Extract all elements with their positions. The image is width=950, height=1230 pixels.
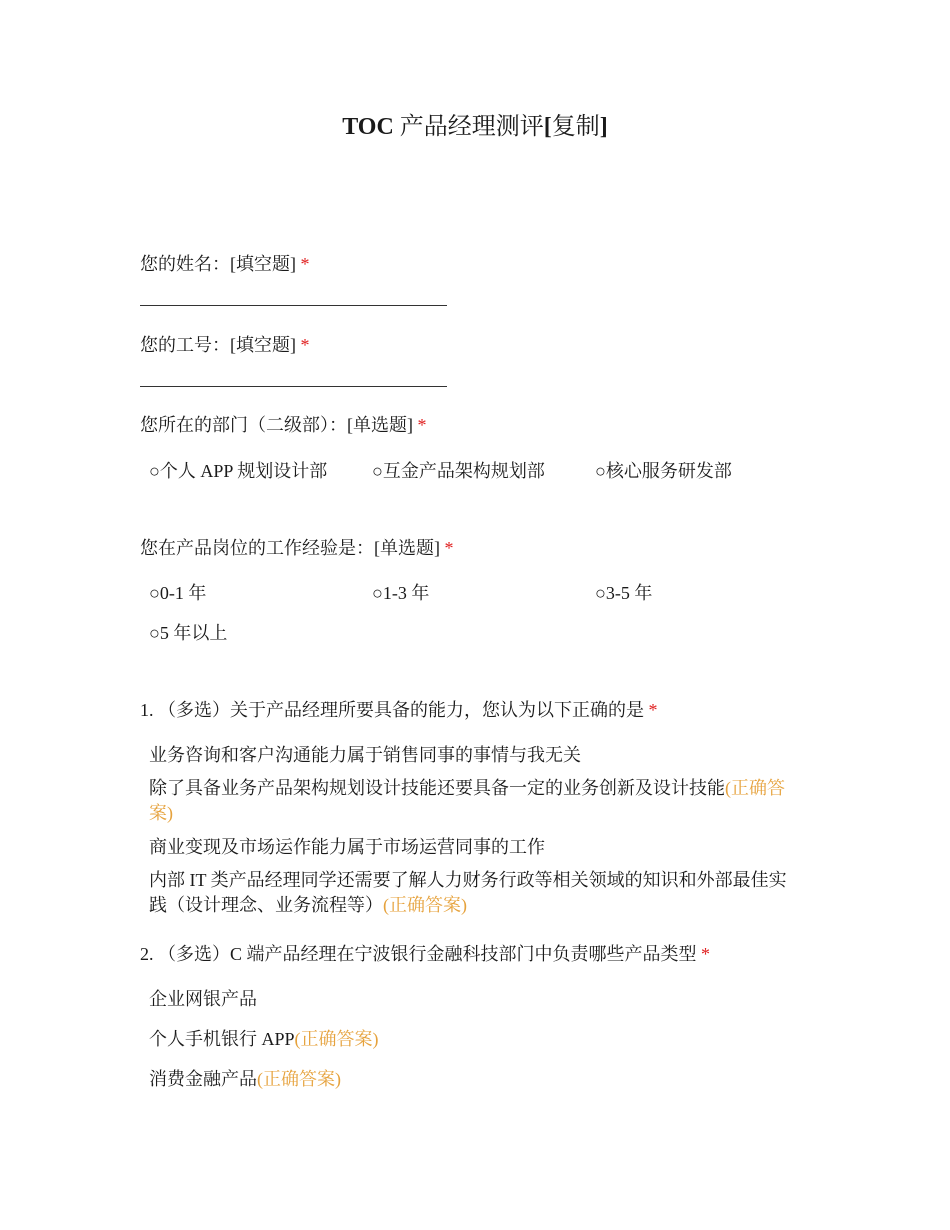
q2-choice[interactable] bbox=[149, 1067, 799, 1092]
employee-id-answer-line[interactable] bbox=[140, 386, 447, 387]
question-text: 您在产品岗位的工作经验是：[单选题] bbox=[140, 538, 445, 558]
title-bracket-close: ] bbox=[599, 114, 608, 140]
question-employee-id-label bbox=[140, 332, 310, 358]
required-mark: * bbox=[701, 944, 711, 964]
experience-option[interactable]: ○0-1 年 bbox=[149, 583, 207, 603]
page-title bbox=[0, 110, 950, 144]
experience-option[interactable]: ○1-3 年 bbox=[372, 583, 430, 603]
correct-answer-tag: (正确答案) bbox=[257, 1069, 341, 1089]
experience-option[interactable]: ○3-5 年 bbox=[595, 583, 653, 603]
name-answer-line[interactable] bbox=[140, 305, 447, 306]
question-experience-label bbox=[140, 535, 454, 561]
q1-choice[interactable] bbox=[149, 743, 799, 768]
choice-text: 除了具备业务产品架构规划设计技能还要具备一定的业务创新及设计技能 bbox=[149, 778, 725, 798]
q1-choice[interactable] bbox=[149, 868, 799, 918]
correct-answer-tag: (正确答案) bbox=[294, 1029, 379, 1049]
required-mark: * bbox=[444, 538, 454, 558]
choice-text: 内部 IT 类产品经理同学还需要了解人力财务行政等相关领域的知识和外部最佳实践（设计理念、业务流程等） bbox=[149, 870, 787, 915]
choice-text: 消费金融产品 bbox=[149, 1069, 257, 1089]
title-bold-prefix: TOC bbox=[342, 114, 394, 140]
department-option[interactable]: ○核心服务研发部 bbox=[595, 461, 732, 481]
department-option[interactable]: ○互金产品架构规划部 bbox=[372, 461, 545, 481]
experience-option[interactable]: ○5 年以上 bbox=[149, 623, 228, 643]
question-text: 您的姓名：[填空题] bbox=[140, 254, 301, 274]
title-bracket-open: [ bbox=[543, 114, 552, 140]
q2-choice[interactable] bbox=[149, 1027, 799, 1052]
q1-choice[interactable] bbox=[149, 776, 799, 826]
question-text: 您的工号：[填空题] bbox=[140, 335, 301, 355]
q2-choice[interactable] bbox=[149, 987, 799, 1012]
question-text: 您所在的部门（二级部）：[单选题] bbox=[140, 415, 418, 435]
question-text: 1. （多选）关于产品经理所要具备的能力，您认为以下正确的是 bbox=[140, 700, 649, 720]
choice-text: 商业变现及市场运作能力属于市场运营同事的工作 bbox=[149, 837, 545, 857]
choice-text: 企业网银产品 bbox=[149, 989, 257, 1009]
correct-answer-tag: (正确答案) bbox=[383, 895, 467, 915]
question-1-label bbox=[140, 697, 658, 723]
required-mark: * bbox=[300, 254, 310, 274]
required-mark: * bbox=[648, 700, 658, 720]
required-mark: * bbox=[417, 415, 427, 435]
title-copy-tag: 复制 bbox=[551, 114, 600, 140]
question-department-label bbox=[140, 412, 427, 438]
question-name-label bbox=[140, 251, 310, 277]
title-main: 产品经理测评 bbox=[393, 114, 544, 140]
department-option[interactable]: ○个人 APP 规划设计部 bbox=[149, 461, 328, 481]
correct-answer-tag: (正确答案) bbox=[149, 778, 785, 823]
choice-text: 个人手机银行 APP bbox=[149, 1029, 295, 1049]
question-2-label bbox=[140, 941, 710, 967]
choice-text: 业务咨询和客户沟通能力属于销售同事的事情与我无关 bbox=[149, 745, 581, 765]
q1-choice[interactable] bbox=[149, 835, 799, 860]
required-mark: * bbox=[300, 335, 310, 355]
question-text: 2. （多选）C 端产品经理在宁波银行金融科技部门中负责哪些产品类型 bbox=[140, 944, 702, 964]
